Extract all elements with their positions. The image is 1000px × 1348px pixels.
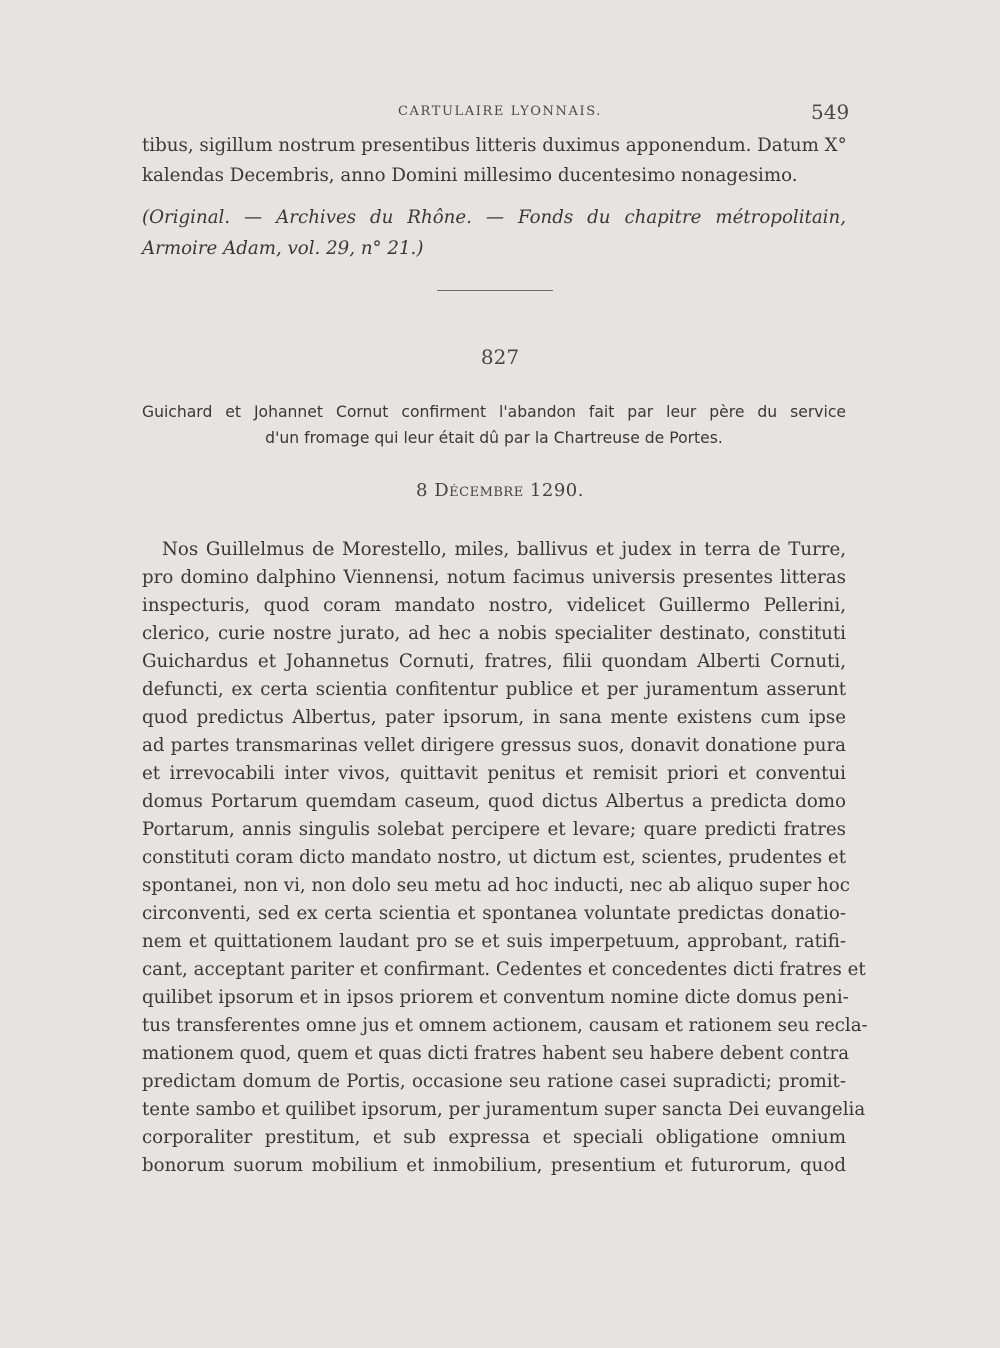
body-line: quilibet ipsorum et in ipsos priorem et conventum nomine dicte domus peni- bbox=[142, 987, 849, 1008]
body-line: cant, acceptant pariter et confirmant. Cedentes et concedentes dicti fratres et bbox=[142, 959, 866, 980]
body-line: constituti coram dicto mandato nostro, ut dictum est, scientes, prudentes et bbox=[142, 847, 846, 868]
body-line: defuncti, ex certa scientia confitentur publice et per juramentum asserunt bbox=[142, 679, 846, 700]
body-line: corporaliter prestitum, et sub expressa et speciali obligatione omnium bbox=[142, 1127, 846, 1148]
body-line: quod predictus Albertus, pater ipsorum, in sana mente existens cum ipse bbox=[142, 707, 846, 728]
continuation-line: kalendas Decembris, anno Domini millesimo ducentesimo nonagesimo. bbox=[142, 165, 798, 186]
body-line: mationem quod, quem et quas dicti fratres habent seu habere debent contra bbox=[142, 1043, 850, 1064]
citation-line: (Original. — Archives du Rhône. — Fonds du chapitre métropolitain, bbox=[142, 207, 846, 228]
body-line: Nos Guillelmus de Morestello, miles, ballivus et judex in terra de Turre, bbox=[162, 539, 846, 560]
continuation-line: tibus, sigillum nostrum presentibus litteris duximus apponendum. Datum X° bbox=[142, 135, 847, 156]
body-line: predictam domum de Portis, occasione seu ratione casei supradicti; promit- bbox=[142, 1071, 846, 1092]
section-divider bbox=[437, 290, 553, 291]
body-line: Guichardus et Johannetus Cornuti, fratres, filii quondam Alberti Cornuti, bbox=[142, 651, 846, 672]
document-number: 827 bbox=[480, 345, 520, 369]
body-line: bonorum suorum mobilium et inmobilium, presentium et futurorum, quod bbox=[142, 1155, 846, 1176]
body-line: ad partes transmarinas vellet dirigere gressus suos, donavit donatione pura bbox=[142, 735, 846, 756]
body-line: Portarum, annis singulis solebat percipere et levare; quare predicti fratres bbox=[142, 819, 846, 840]
body-line: tente sambo et quilibet ipsorum, per juramentum super sancta Dei euvangelia bbox=[142, 1099, 866, 1120]
body-line: et irrevocabili inter vivos, quittavit penitus et remisit priori et conventui bbox=[142, 763, 846, 784]
running-title: CARTULAIRE LYONNAIS. bbox=[398, 104, 602, 119]
body-line: spontanei, non vi, non dolo seu metu ad hoc inducti, nec ab aliquo super hoc bbox=[142, 875, 850, 896]
document-date: 8 Décembre 1290. bbox=[416, 480, 584, 501]
body-line: pro domino dalphino Viennensi, notum facimus universis presentes litteras bbox=[142, 567, 846, 588]
body-line: circonventi, sed ex certa scientia et spontanea voluntate predictas donatio- bbox=[142, 903, 846, 924]
body-line: tus transferentes omne jus et omnem actionem, causam et rationem seu recla- bbox=[142, 1015, 868, 1036]
document-summary-line: Guichard et Johannet Cornut confirment l'abandon fait par leur père du service bbox=[142, 403, 846, 421]
body-line: domus Portarum quemdam caseum, quod dictus Albertus a predicta domo bbox=[142, 791, 846, 812]
document-summary-line: d'un fromage qui leur était dû par la Chartreuse de Portes. bbox=[265, 429, 723, 447]
body-line: clerico, curie nostre jurato, ad hec a nobis specialiter destinato, constituti bbox=[142, 623, 846, 644]
citation-line: Armoire Adam, vol. 29, n° 21.) bbox=[142, 238, 424, 259]
running-head bbox=[0, 100, 1000, 130]
body-line: nem et quittationem laudant pro se et suis imperpetuum, approbant, ratifi- bbox=[142, 931, 846, 952]
body-line: inspecturis, quod coram mandato nostro, videlicet Guillermo Pellerini, bbox=[142, 595, 846, 616]
page-number: 549 bbox=[811, 100, 850, 124]
